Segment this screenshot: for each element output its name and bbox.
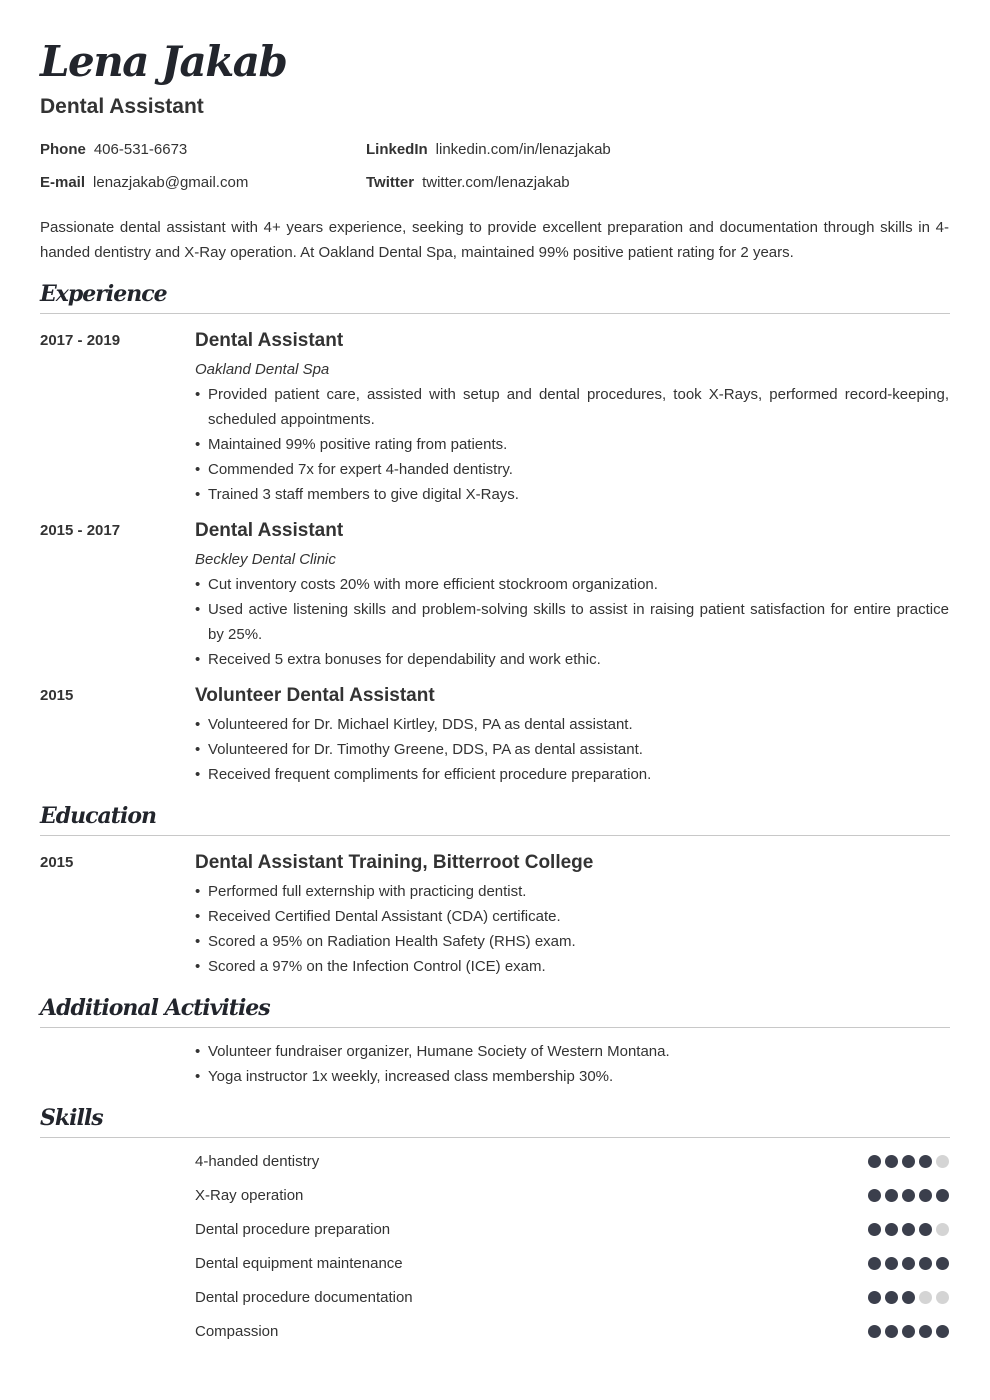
- skill-dot-filled: [902, 1257, 915, 1270]
- skill-dot-filled: [919, 1223, 932, 1236]
- skill-dot-filled: [868, 1189, 881, 1202]
- skill-rating: [864, 1155, 949, 1169]
- bullet-item: • Used active listening skills and problem-solving skills to assist in raising patient satisfaction for entire practice by 25%.: [195, 597, 949, 647]
- skill-dot-filled: [868, 1223, 881, 1236]
- bullet-item: • Volunteered for Dr. Timothy Greene, DDS, PA as dental assistant.: [195, 737, 949, 762]
- job-bullets: [195, 712, 949, 787]
- bullet-item: • Scored a 95% on Radiation Health Safety (RHS) exam.: [195, 929, 949, 954]
- skill-rating: [864, 1325, 949, 1339]
- job-dates: 2015 - 2017: [40, 522, 121, 539]
- education-heading: Education: [40, 801, 950, 836]
- education-bullets: [195, 879, 949, 979]
- contact-phone: [40, 141, 187, 159]
- candidate-role: Dental Assistant: [40, 95, 204, 118]
- skill-dot-filled: [919, 1155, 932, 1168]
- contact-email: [40, 174, 248, 192]
- skill-row: [195, 1186, 949, 1206]
- skill-name: 4-handed dentistry: [195, 1153, 320, 1170]
- skill-dot-filled: [902, 1223, 915, 1236]
- skill-dot-filled: [902, 1189, 915, 1202]
- job-bullets: [195, 382, 949, 507]
- phone-label: Phone: [40, 141, 86, 158]
- skill-rating: [864, 1223, 949, 1237]
- skill-row: [195, 1220, 949, 1240]
- job-title: Dental Assistant: [195, 520, 344, 541]
- contact-linkedin: [366, 141, 611, 159]
- twitter-label: Twitter: [366, 174, 415, 191]
- activities-heading: Additional Activities: [40, 993, 950, 1028]
- contact-twitter: [366, 174, 570, 192]
- bullet-item: • Volunteered for Dr. Michael Kirtley, DDS, PA as dental assistant.: [195, 712, 949, 737]
- bullet-item: • Trained 3 staff members to give digital X-Rays.: [195, 482, 949, 507]
- skill-dot-filled: [936, 1257, 949, 1270]
- skill-name: Dental procedure preparation: [195, 1221, 391, 1238]
- email-label: E-mail: [40, 174, 86, 191]
- skill-dot-filled: [868, 1291, 881, 1304]
- skill-dot-filled: [885, 1223, 898, 1236]
- bullet-item: • Volunteer fundraiser organizer, Humane Society of Western Montana.: [195, 1039, 949, 1064]
- skill-dot-filled: [902, 1325, 915, 1338]
- skill-rating: [864, 1189, 949, 1203]
- job-dates: 2017 - 2019: [40, 332, 121, 349]
- bullet-item: • Scored a 97% on the Infection Control (ICE) exam.: [195, 954, 949, 979]
- skill-dot-filled: [885, 1155, 898, 1168]
- skill-dot-filled: [885, 1325, 898, 1338]
- bullet-item: • Provided patient care, assisted with setup and dental procedures, took X-Rays, performed record-keeping, scheduled appointments.: [195, 382, 949, 432]
- skill-dot-filled: [885, 1291, 898, 1304]
- skill-dot-filled: [936, 1189, 949, 1202]
- candidate-name: Lena Jakab: [40, 37, 287, 86]
- skill-row: [195, 1152, 949, 1172]
- bullet-item: • Cut inventory costs 20% with more efficient stockroom organization.: [195, 572, 949, 597]
- bullet-item: • Commended 7x for expert 4-handed dentistry.: [195, 457, 949, 482]
- skill-dot-filled: [936, 1325, 949, 1338]
- skill-row: [195, 1254, 949, 1274]
- skill-rating: [864, 1291, 949, 1305]
- job-dates: 2015: [40, 687, 74, 704]
- skill-name: Dental equipment maintenance: [195, 1255, 403, 1272]
- skill-name: Dental procedure documentation: [195, 1289, 413, 1306]
- bullet-item: • Yoga instructor 1x weekly, increased class membership 30%.: [195, 1064, 949, 1089]
- skill-row: [195, 1288, 949, 1308]
- job-title: Dental Assistant: [195, 330, 344, 351]
- skill-dot-filled: [902, 1155, 915, 1168]
- skill-dot-filled: [868, 1257, 881, 1270]
- linkedin-label: LinkedIn: [366, 141, 428, 158]
- skill-name: X-Ray operation: [195, 1187, 304, 1204]
- skill-name: Compassion: [195, 1323, 279, 1340]
- skill-dot-filled: [919, 1325, 932, 1338]
- twitter-link[interactable]: twitter.com/lenazjakab: [422, 174, 570, 191]
- skill-dot-empty: [919, 1291, 932, 1304]
- job-title: Volunteer Dental Assistant: [195, 685, 435, 706]
- bullet-item: • Received frequent compliments for efficient procedure preparation.: [195, 762, 949, 787]
- skills-heading: Skills: [40, 1103, 950, 1138]
- bullet-item: • Maintained 99% positive rating from patients.: [195, 432, 949, 457]
- education-title: Dental Assistant Training, Bitterroot College: [195, 852, 594, 873]
- email-value[interactable]: lenazjakab@gmail.com: [93, 174, 249, 191]
- bullet-item: • Received 5 extra bonuses for dependability and work ethic.: [195, 647, 949, 672]
- skill-dot-empty: [936, 1291, 949, 1304]
- job-company: Oakland Dental Spa: [195, 361, 330, 378]
- job-company: Beckley Dental Clinic: [195, 551, 336, 568]
- skill-dot-filled: [868, 1155, 881, 1168]
- skill-dot-empty: [936, 1223, 949, 1236]
- skill-dot-filled: [885, 1257, 898, 1270]
- skill-dot-filled: [868, 1325, 881, 1338]
- skill-dot-filled: [919, 1257, 932, 1270]
- activities-bullets: [195, 1039, 949, 1089]
- skill-row: [195, 1322, 949, 1342]
- education-dates: 2015: [40, 854, 74, 871]
- bullet-item: • Performed full externship with practicing dentist.: [195, 879, 949, 904]
- skill-dot-filled: [885, 1189, 898, 1202]
- skill-dot-filled: [902, 1291, 915, 1304]
- linkedin-link[interactable]: linkedin.com/in/lenazjakab: [435, 141, 611, 158]
- skill-dot-filled: [919, 1189, 932, 1202]
- experience-heading: Experience: [40, 279, 950, 314]
- phone-value: 406-531-6673: [93, 141, 188, 158]
- skill-dot-empty: [936, 1155, 949, 1168]
- job-bullets: [195, 572, 949, 672]
- skill-rating: [864, 1257, 949, 1271]
- summary-paragraph: Passionate dental assistant with 4+ years experience, seeking to provide excellent preparation and documentation through skills in 4-handed dentistry and X-Ray operation. At Oakland Dental Spa, maintained 99% positive patient rating for 2 years.: [40, 219, 949, 261]
- bullet-item: • Received Certified Dental Assistant (CDA) certificate.: [195, 904, 949, 929]
